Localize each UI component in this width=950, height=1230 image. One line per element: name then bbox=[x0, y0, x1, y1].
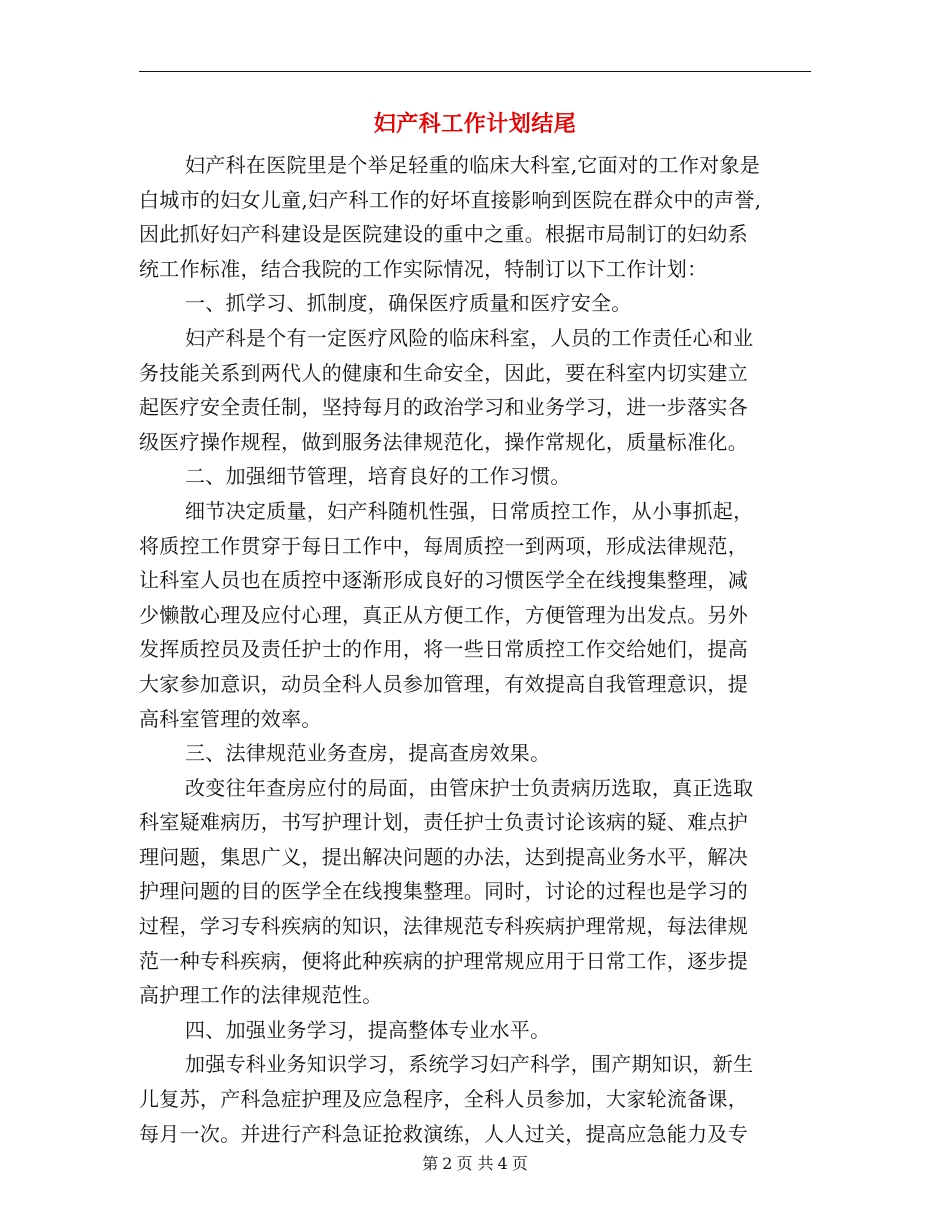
body-line: 因此抓好妇产科建设是医院建设的重中之重。根据市局制订的妇幼系 bbox=[139, 222, 748, 247]
body-line: 加强专科业务知识学习，系统学习妇产科学，围产期知识，新生 bbox=[185, 1052, 754, 1077]
body-line: 发挥质控员及责任护士的作用，将一些日常质控工作交给她们，提高 bbox=[139, 637, 748, 662]
body-line: 大家参加意识，动员全科人员参加管理，有效提高自我管理意识，提 bbox=[139, 671, 748, 696]
body-line: 将质控工作贯穿于每日工作中，每周质控一到两项，形成法律规范， bbox=[139, 533, 748, 558]
body-line: 每月一次。并进行产科急证抢救演练，人人过关，提高应急能力及专 bbox=[139, 1121, 748, 1146]
body-line: 护理问题的目的医学全在线搜集整理。同时，讨论的过程也是学习的 bbox=[139, 879, 748, 904]
footer-middle: 页 共 bbox=[456, 1154, 494, 1173]
body-line: 让科室人员也在质控中逐渐形成良好的习惯医学全在线搜集整理，减 bbox=[139, 568, 748, 593]
header-rule bbox=[139, 71, 811, 72]
body-line: 改变往年查房应付的局面，由管床护士负责病历选取，真正选取 bbox=[185, 775, 754, 800]
body-line: 范一种专科疾病，便将此种疾病的护理常规应用于日常工作，逐步提 bbox=[139, 948, 748, 973]
body-line: 妇产科在医院里是个举足轻重的临床大科室,它面对的工作对象是 bbox=[185, 153, 761, 177]
page-footer bbox=[139, 1152, 811, 1176]
body-line: 高护理工作的法律规范性。 bbox=[139, 983, 383, 1008]
footer-current-page: 2 bbox=[442, 1154, 453, 1173]
section-heading-2: 二、加强细节管理，培育良好的工作习惯。 bbox=[185, 464, 571, 489]
document-body bbox=[139, 148, 819, 1151]
section-heading-4: 四、加强业务学习，提高整体专业水平。 bbox=[185, 1017, 551, 1042]
section-heading-3: 三、法律规范业务查房，提高查房效果。 bbox=[185, 741, 551, 766]
body-line: 细节决定质量，妇产科随机性强，日常质控工作，从小事抓起， bbox=[185, 498, 754, 523]
body-line: 白城市的妇女儿童,妇产科工作的好坏直接影响到医院在群众中的声誉, bbox=[139, 187, 762, 212]
body-line: 少懒散心理及应付心理，真正从方便工作，方便管理为出发点。另外 bbox=[139, 602, 748, 627]
body-line: 妇产科是个有一定医疗风险的临床科室，人员的工作责任心和业 bbox=[185, 325, 754, 350]
body-line: 起医疗安全责任制，坚持每月的政治学习和业务学习，进一步落实各 bbox=[139, 395, 748, 420]
footer-suffix: 页 bbox=[511, 1154, 528, 1173]
body-line: 过程，学习专科疾病的知识，法律规范专科疾病护理常规，每法律规 bbox=[139, 914, 748, 939]
body-line: 级医疗操作规程，做到服务法律规范化，操作常规化，质量标准化。 bbox=[139, 429, 748, 454]
body-line: 务技能关系到两代人的健康和生命安全，因此，要在科室内切实建立 bbox=[139, 360, 748, 385]
body-line: 统工作标准，结合我院的工作实际情况，特制订以下工作计划： bbox=[139, 256, 708, 281]
document-title: 妇产科工作计划结尾 bbox=[373, 111, 577, 137]
body-line: 儿复苏，产科急症护理及应急程序，全科人员参加，大家轮流备课， bbox=[139, 1087, 748, 1112]
body-line: 高科室管理的效率。 bbox=[139, 706, 322, 731]
footer-total-pages: 4 bbox=[497, 1154, 508, 1173]
body-line: 理问题，集思广义，提出解决问题的办法，达到提高业务水平，解决 bbox=[139, 844, 748, 869]
section-heading-1: 一、抓学习、抓制度，确保医疗质量和医疗安全。 bbox=[185, 291, 632, 316]
footer-prefix: 第 bbox=[422, 1154, 439, 1173]
body-line: 科室疑难病历，书写护理计划，责任护士负责讨论该病的疑、难点护 bbox=[139, 810, 748, 835]
